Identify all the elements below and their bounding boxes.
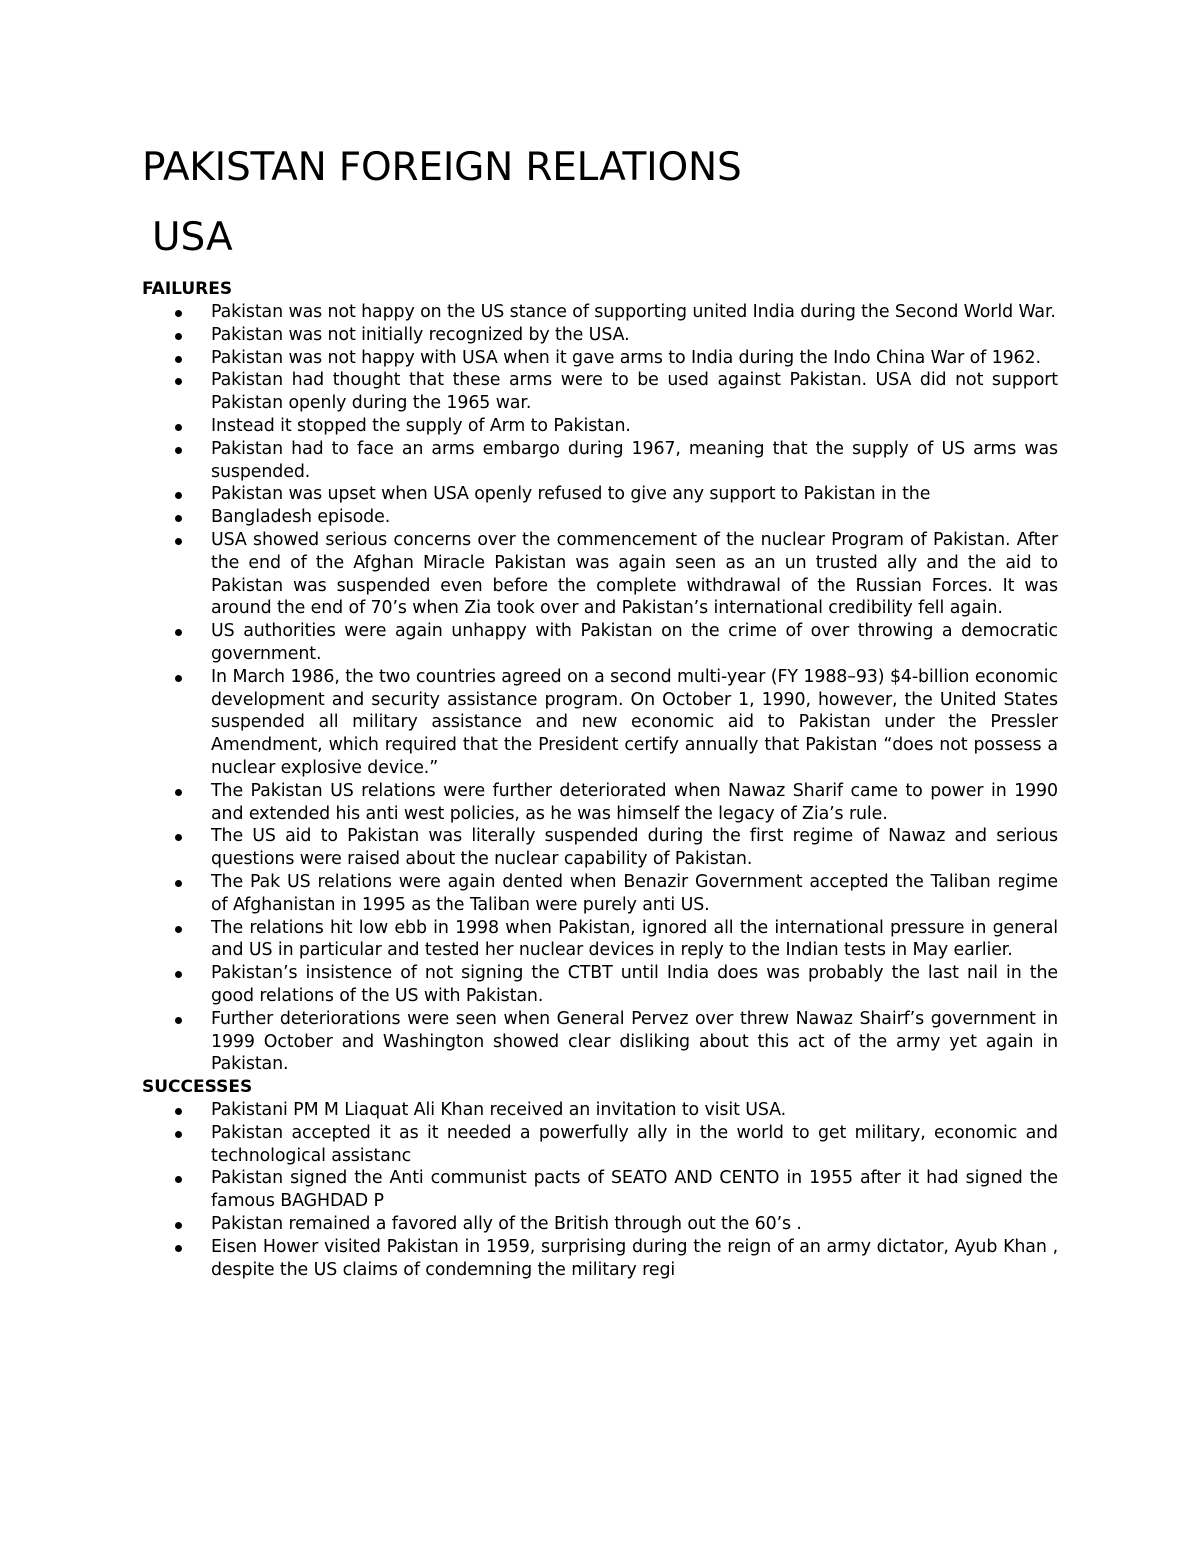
list-item: [142, 666, 1058, 780]
list-item-text: USA showed serious concerns over the commencement of the nuclear Program of Pakistan. After the end of the Afghan Miracle Pakistan was again seen as an un trusted ally and the aid to Pakistan was suspended even before the complete withdrawal of the Russian Forces. It was around the end of 70’s when Zia took over and Pakistan’s international credibility fell again.: [211, 529, 1058, 619]
list-item-text: Pakistan’s insistence of not signing the CTBT until India does was probably the last nail in the good relations of the US with Pakistan.: [211, 963, 1058, 1006]
list-item: [142, 415, 1058, 438]
list-item-text: Further deteriorations were seen when General Pervez over threw Nawaz Shairf’s government in 1999 October and Washington showed clear disliking about this act of the army yet again in Pakistan.: [211, 1008, 1058, 1075]
list-item: [142, 324, 1058, 347]
list-item: [142, 506, 1058, 529]
list-item: [142, 1008, 1058, 1076]
bullet-icon: [175, 834, 182, 841]
list-item-text: In March 1986, the two countries agreed on a second multi-year (FY 1988–93) $4-billion economic development and security assistance program. On October 1, 1990, however, the United States suspended all military assistance and new economic aid to Pakistan under the Pressler Amendment, which required that the President certify annually that Pakistan “does not possess a nuclear explosive device.”: [211, 666, 1058, 778]
list-item-text: US authorities were again unhappy with Pakistan on the crime of over throwing a democratic government.: [211, 621, 1058, 664]
list-item: [142, 1122, 1058, 1168]
list-item-text: Pakistan had thought that these arms were to be used against Pakistan. USA did not support Pakistan openly during the 1965 war.: [211, 370, 1058, 414]
bullet-icon: [175, 515, 182, 522]
bullet-icon: [175, 675, 182, 682]
list-item: [142, 1213, 1058, 1236]
list-item: [142, 438, 1058, 484]
list-item-text: Pakistani PM M Liaquat Ali Khan received an invitation to visit USA.: [211, 1100, 787, 1121]
bullet-icon: [175, 880, 182, 887]
list-item-text: Pakistan was not happy on the US stance of supporting united India during the Second World War.: [211, 302, 1056, 322]
bullet-icon: [175, 629, 182, 636]
list-item: [142, 825, 1058, 871]
bullet-icon: [175, 1017, 182, 1024]
list-item-text: The US aid to Pakistan was literally suspended during the first regime of Nawaz and serious questions were raised about the nuclear capability of Pakistan.: [211, 826, 1058, 870]
list-item-text: Pakistan was upset when USA openly refused to give any support to Pakistan in the: [211, 484, 931, 505]
bullet-icon: [175, 1108, 182, 1115]
list-item: [142, 1167, 1058, 1213]
list-item-text: Pakistan signed the Anti communist pacts of SEATO AND CENTO in 1955 after it had signed the famous BAGHDAD P: [211, 1168, 1058, 1212]
list-item: [142, 301, 1058, 324]
bullet-icon: [175, 356, 182, 363]
bullet-icon: [175, 378, 182, 385]
bullet-icon: [175, 538, 182, 545]
list-item: [142, 529, 1058, 620]
bullet-icon: [175, 1176, 182, 1183]
list-item-text: The relations hit low ebb in 1998 when Pakistan, ignored all the international pressure in general and US in particular and tested her nuclear devices in reply to the Indian tests in May earlier.: [211, 917, 1058, 961]
successes-list: [142, 1099, 1058, 1281]
document-title: PAKISTAN FOREIGN RELATIONS: [142, 145, 742, 190]
bullet-icon: [175, 789, 182, 796]
document-content: [142, 140, 1058, 1281]
list-item-text: Pakistan was not happy with USA when it gave arms to India during the Indo China War of 1962.: [211, 347, 1041, 368]
list-item: [142, 347, 1058, 370]
list-item: [142, 483, 1058, 506]
list-item-text: Bangladesh episode.: [211, 507, 391, 528]
list-item-text: Pakistan remained a favored ally of the British through out the 60’s .: [211, 1214, 802, 1235]
list-item: [142, 1236, 1058, 1282]
failures-heading: FAILURES: [142, 279, 233, 299]
bullet-icon: [175, 492, 182, 499]
list-item: [142, 620, 1058, 666]
list-item-text: Pakistan was not initially recognized by the USA.: [211, 324, 630, 345]
bullet-icon: [175, 424, 182, 431]
list-item-text: Pakistan had to face an arms embargo during 1967, meaning that the supply of US arms was suspended.: [211, 438, 1058, 482]
list-item: [142, 780, 1058, 826]
list-item-text: The Pakistan US relations were further deteriorated when Nawaz Sharif came to power in 1990 and extended his anti west policies, as he was himself the legacy of Zia’s rule.: [211, 780, 1058, 824]
bullet-icon: [175, 1222, 182, 1229]
list-item: [142, 917, 1058, 963]
list-item-text: Instead it stopped the supply of Arm to Pakistan.: [211, 415, 631, 436]
bullet-icon: [175, 333, 182, 340]
list-item: [142, 962, 1058, 1008]
bullet-icon: [175, 447, 182, 454]
bullet-icon: [175, 971, 182, 978]
failures-list: [142, 301, 1058, 1076]
bullet-icon: [175, 310, 182, 317]
bullet-icon: [175, 1245, 182, 1252]
list-item-text: Eisen Hower visited Pakistan in 1959, surprising during the reign of an army dictator, Ayub Khan , despite the US claims of condemning the military regi: [211, 1236, 1058, 1280]
list-item-text: The Pak US relations were again dented when Benazir Government accepted the Taliban regime of Afghanistan in 1995 as the Taliban were purely anti US.: [211, 871, 1058, 915]
list-item: [142, 369, 1058, 415]
list-item: [142, 1099, 1058, 1122]
bullet-icon: [175, 1131, 182, 1138]
bullet-icon: [175, 926, 182, 933]
list-item-text: Pakistan accepted it as it needed a powerfully ally in the world to get military, economic and technological assistanc: [211, 1122, 1058, 1166]
document-subtitle: USA: [152, 215, 233, 260]
successes-heading: SUCCESSES: [142, 1077, 253, 1098]
list-item: [142, 871, 1058, 917]
